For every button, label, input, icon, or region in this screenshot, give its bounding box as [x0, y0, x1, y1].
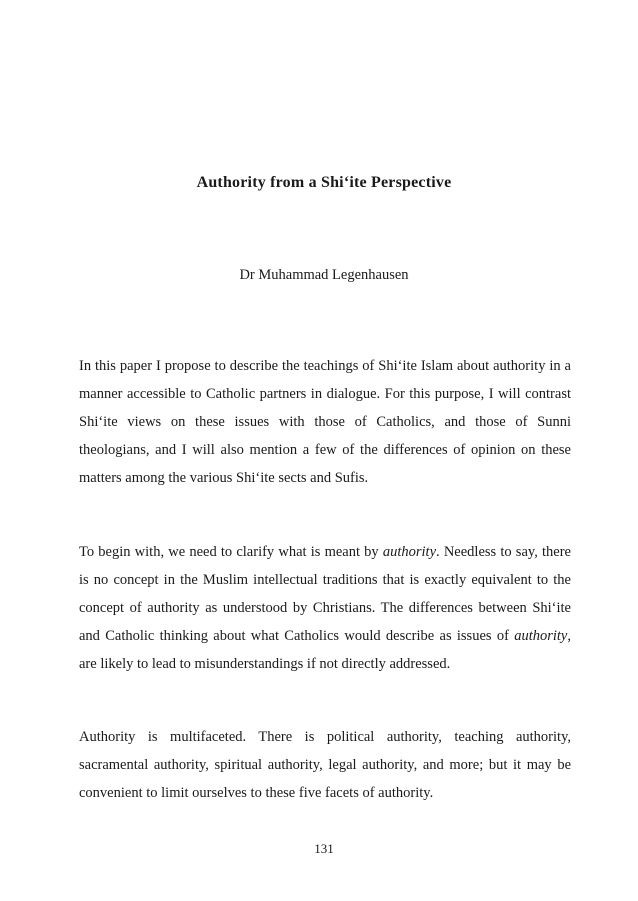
paragraph-2: [79, 538, 571, 678]
emphasis-authority: authority: [382, 544, 437, 560]
paragraph-3-text: Authority is multifaceted. There is political authority, teaching authority, sacramental authority, spiritual authority, legal authority, and more; but it may be convenient to limit ourselves to these five facets of authority.: [79, 729, 571, 801]
paragraph-2-segment: . Needless to say, there is no concept in the Muslim intellectual traditions that is exactly equivalent to the concept of authority as understood by Christians. The differences between Shi‘ite and Catholic thinking about what Catholics would describe as issues of: [79, 544, 571, 644]
paragraph-2-segment: To begin with, we need to clarify what is meant by: [79, 544, 383, 560]
paragraph-3: [79, 723, 571, 807]
paragraph-1: [79, 352, 571, 492]
emphasis-authority: authority: [514, 628, 568, 644]
paragraph-2-text: [79, 538, 571, 678]
page-number: 131: [314, 841, 334, 856]
paragraph-2-segment: , are likely to lead to misunderstandings if not directly addressed.: [79, 628, 571, 672]
author-name: Dr Muhammad Legenhausen: [239, 267, 409, 283]
paragraph-1-text: In this paper I propose to describe the teachings of Shi‘ite Islam about authority in a manner accessible to Catholic partners in dialogue. For this purpose, I will contrast Shi‘ite views on these issues with those of Catholics, and those of Sunni theologians, and I will also mention a few of the differences of opinion on these matters among the various Shi‘ite sects and Sufis.: [79, 358, 571, 486]
paper-title: Authority from a Shi‘ite Perspective: [196, 174, 452, 191]
